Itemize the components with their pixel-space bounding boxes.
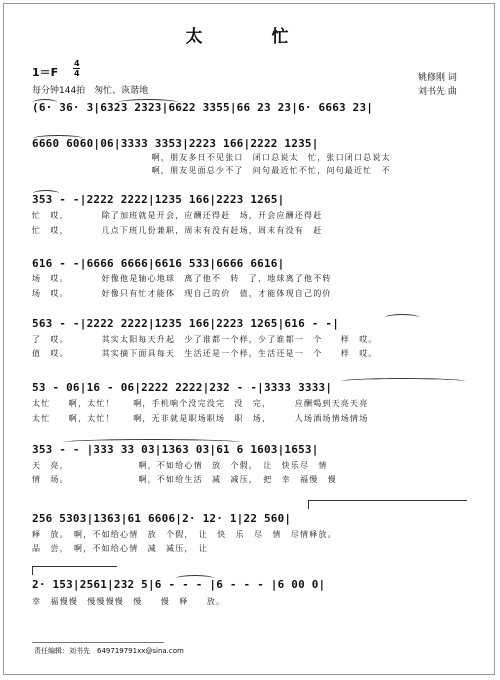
lyric-line: 场 哎。 好像他是轴心地球 离了他不 转 了，地球离了他不转	[32, 274, 332, 283]
slur-mark	[385, 314, 419, 321]
lyric-line: 太忙 啊，太忙！ 啊，无非就是职场职场 职 场， 人场酒场情场情场	[32, 414, 369, 423]
notation-line-7: 353 - - |333 33 03|1363 03|61 6 1603|1653|	[32, 443, 319, 456]
lyric-line: 忙 哎， 除了加班就是开会，应酬还得赶 场，开会应酬还得赶	[32, 211, 323, 220]
song-title: 太 忙	[185, 27, 315, 47]
slur-mark	[33, 99, 57, 106]
slur-mark	[118, 99, 178, 106]
key-signature: 1＝F	[32, 66, 59, 79]
ending-bracket	[32, 566, 117, 575]
notation-line-1: (6· 36· 3|6323 2323|6622 3355|66 23 23|6· 6663 23|	[32, 101, 374, 114]
lyric-line: 场 哎。 好像只有忙才能体 现自己的价 值，才能体现自己的价	[32, 289, 332, 298]
lyric-line: 啊，朋友见面总少不了 问句最近忙不忙，问句最近忙 不	[32, 166, 391, 175]
notation-line-9: 2· 153|2561|232 5|6 - - - |6 - - - |6 00 0|	[32, 578, 326, 591]
notation-line-2: 6660 6060|06|3333 3353|2223 166|2222 1235|	[32, 137, 319, 150]
time-signature-bottom: 4	[74, 69, 80, 78]
notation-line-3: 353 - -|2222 2222|1235 166|2223 1265|	[32, 193, 285, 206]
lyric-line: 释 放。 啊，不如给心情 放 个假， 让 快 乐 尽 情 尽情释放。	[32, 530, 337, 539]
slur-mark	[340, 378, 466, 385]
footer-divider	[32, 642, 164, 643]
slur-mark	[176, 575, 214, 582]
ending-bracket	[308, 500, 467, 509]
slur-mark	[33, 135, 83, 142]
slur-mark	[33, 190, 59, 197]
lyric-line: 天 亮， 啊，不如给心情 放 个假， 让 快乐尽 情	[32, 461, 328, 470]
editor-footer: 责任编辑：刘书先 649719791xx@sina.com	[34, 647, 184, 655]
notation-line-6: 53 - 06|16 - 06|2222 2222|232 - -|3333 3333|	[32, 381, 333, 394]
lyric-line: 了 哎。 其实太阳每天升起 少了谁都一个样，少了谁都一 个 样 哎。	[32, 335, 378, 344]
lyric-line: 忙 哎， 几点下班几份兼职，周末有没有赶场，周末有没有 赶	[32, 226, 323, 235]
lyric-line: 太忙 啊，太忙！ 啊，手机响个没完没完 没 完， 应酬喝到天亮天亮	[32, 399, 369, 408]
tempo-marking: 每分钟144拍 匆忙、诙谐地	[32, 86, 149, 96]
lyric-line: 幸 福慢慢 慢慢慢慢 慢 慢 释 放。	[32, 597, 226, 606]
slur-mark	[62, 439, 242, 446]
time-signature-top: 4	[74, 59, 80, 68]
notation-line-5: 563 - -|2222 2222|1235 166|2223 1265|616 - -|	[32, 317, 340, 330]
lyricist-credit: 姚修刚 词	[418, 73, 457, 83]
lyric-line: 啊，朋友多日不见张口 闭口总说太 忙，张口闭口总说太	[32, 153, 391, 162]
composer-credit: 刘书先 曲	[418, 87, 457, 97]
lyric-line: 品 尝， 啊，不如给心情 减 减压， 让	[32, 544, 208, 553]
notation-line-8: 256 5303|1363|61 6606|2· 12· 1|22 560|	[32, 512, 292, 525]
lyric-line: 情 场。 啊，不如给生活 减 减压， 把 幸 福慢 慢	[32, 475, 337, 484]
notation-line-4: 616 - -|6666 6666|6616 533|6666 6616|	[32, 257, 285, 270]
lyric-line: 值 哎。 其实摘下面具每天 生活还是一个样，生活还是一 个 样 哎。	[32, 349, 378, 358]
